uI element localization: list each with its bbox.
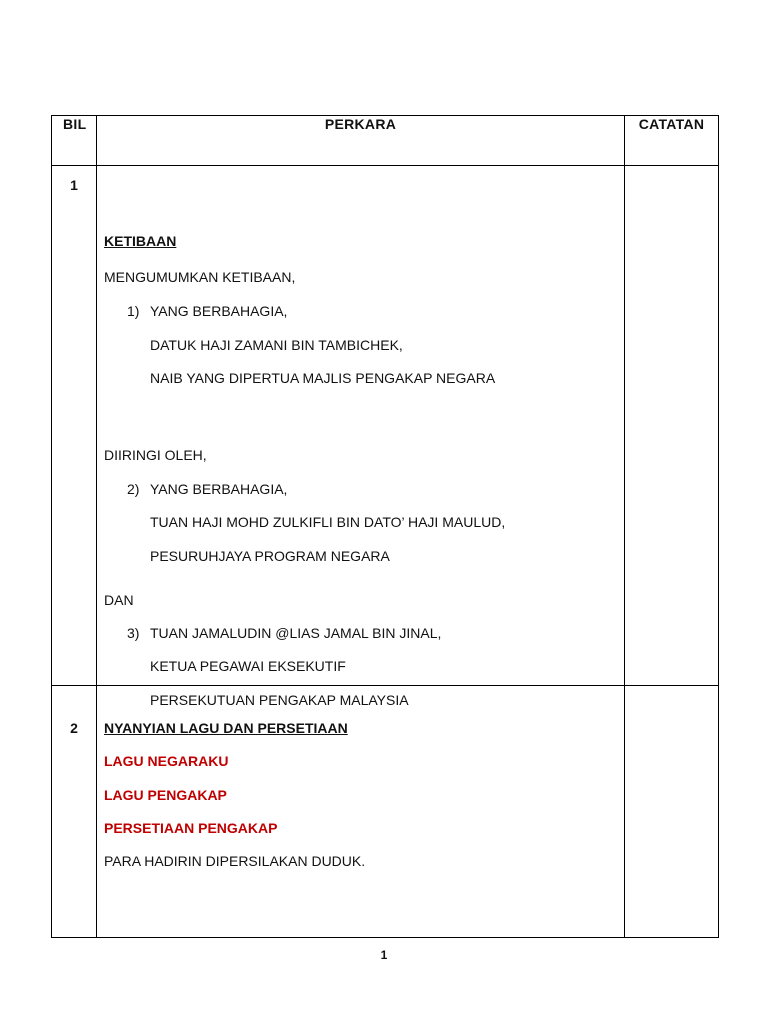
item-line: TUAN HAJI MOHD ZULKIFLI BIN DATO’ HAJI MAULUD, [150, 514, 506, 530]
catatan-cell [625, 686, 719, 938]
song-item: LAGU PENGAKAP [104, 787, 227, 803]
perkara-cell [97, 166, 625, 708]
item-number: 1) [127, 303, 140, 319]
catatan-cell [625, 166, 719, 686]
item-line: PESURUHJAYA PROGRAM NEGARA [150, 548, 390, 564]
item-line: KETUA PEGAWAI EKSEKUTIF [150, 658, 346, 674]
song-item: LAGU NEGARAKU [104, 753, 229, 769]
item-number: 2) [127, 481, 140, 497]
table-row [52, 166, 719, 686]
page-number: 1 [380, 948, 388, 962]
closing-text: PARA HADIRIN DIPERSILAKAN DUDUK. [104, 853, 366, 869]
bil-cell [52, 686, 97, 938]
item-number: 3) [127, 625, 140, 641]
agenda-table [51, 115, 719, 938]
conjunction-text: DAN [104, 592, 134, 608]
section-heading: KETIBAAN [104, 233, 177, 249]
item-line: PERSEKUTUAN PENGAKAP MALAYSIA [150, 692, 409, 708]
accompanied-text: DIIRINGI OLEH, [104, 447, 207, 463]
item-line: TUAN JAMALUDIN @LIAS JAMAL BIN JINAL, [150, 625, 442, 641]
item-line: DATUK HAJI ZAMANI BIN TAMBICHEK, [150, 337, 403, 353]
song-item: PERSETIAAN PENGAKAP [104, 820, 278, 836]
bil-cell [52, 166, 97, 686]
item-line: NAIB YANG DIPERTUA MAJLIS PENGAKAP NEGARA [150, 370, 496, 386]
table-header-row [52, 116, 719, 166]
bil-number: 1 [70, 177, 78, 193]
section-heading: NYANYIAN LAGU DAN PERSETIAAN [104, 720, 348, 736]
perkara-cell [97, 686, 625, 938]
header-perkara: PERKARA [97, 116, 625, 166]
item-line: YANG BERBAHAGIA, [150, 481, 288, 497]
table-row [52, 686, 719, 938]
item-line: YANG BERBAHAGIA, [150, 303, 288, 319]
bil-number: 2 [70, 720, 78, 736]
header-bil: BIL [52, 116, 97, 166]
header-catatan: CATATAN [625, 116, 719, 166]
intro-text: MENGUMUMKAN KETIBAAN, [104, 269, 296, 285]
